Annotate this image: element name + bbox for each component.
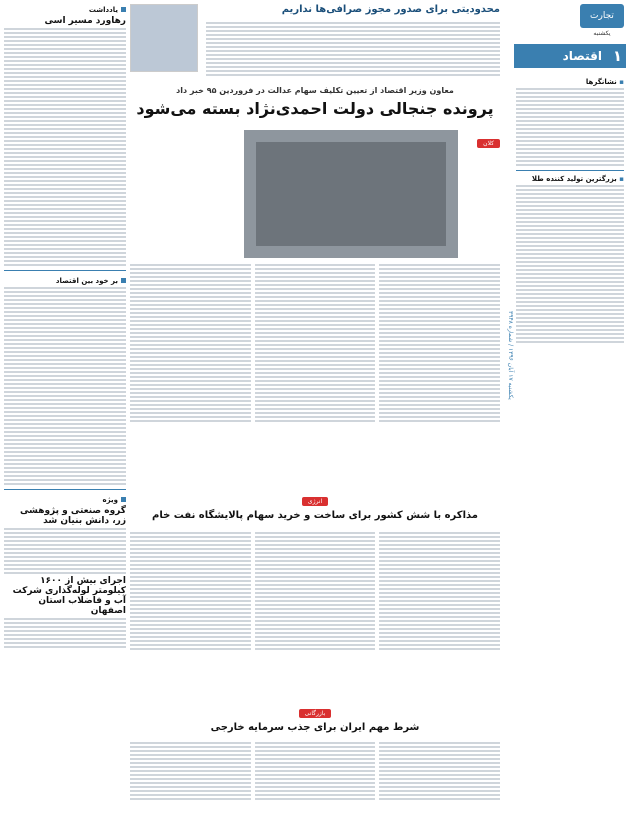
- energy-tag: انرژی: [302, 497, 328, 506]
- top-story: [130, 4, 500, 80]
- main-headline: پرونده جنجالی دولت احمدی‌نژاد بسته می‌شود: [136, 99, 494, 118]
- main-headline-area: [130, 86, 500, 126]
- left-sec3: ویژه: [4, 496, 126, 504]
- commerce-body: [130, 740, 500, 816]
- main-kicker: معاون وزیر اقتصاد از تعیین تکلیف سهام عدالت در فروردین ۹۵ خبر داد: [176, 86, 454, 95]
- left-lead3: گروه صنعتی و پژوهشی زر، دانش بنیان شد: [19, 506, 126, 526]
- commerce-headline: شرط مهم ایران برای جذب سرمایه خارجی: [210, 722, 420, 733]
- left-sec2: بر خود بین اقتصاد: [4, 277, 126, 285]
- commerce-tag: بازرگانی: [299, 709, 332, 718]
- energy-headline: مذاکره با شش کشور برای ساخت و خرید سهام پالایشگاه نفت خام: [152, 510, 478, 521]
- left-column: [4, 0, 126, 820]
- main-tag: کلان: [477, 139, 500, 148]
- left-sec1: یادداشت: [4, 6, 126, 14]
- photo-subject: [256, 142, 446, 246]
- right-block1-text: [516, 88, 624, 166]
- left-lead4: اجرای بیش از ۱۶۰۰ کیلومتر لوله‌گذاری شرکت آب و فاضلاب استان اصفهان: [12, 576, 126, 616]
- section-number: ۱: [612, 47, 622, 65]
- right-block2-text: [516, 185, 624, 343]
- paper-day: یکشنبه: [593, 30, 611, 37]
- main-photo: [244, 130, 458, 258]
- energy-story: [130, 488, 500, 528]
- right-block1-title: ▪ نشانگرها: [585, 78, 624, 86]
- portrait-photo: [130, 4, 198, 72]
- dateline: یکشنبه ۱۷ آبان ۱۳۹۶ / شماره ۳۹۴۸: [507, 311, 514, 400]
- top-headline: محدودیتی برای صدور مجوز صرافی‌ها نداریم: [281, 4, 500, 15]
- main-body: [130, 262, 500, 472]
- commerce-story: [130, 700, 500, 740]
- section-title: اقتصاد: [562, 49, 602, 63]
- right-column: [508, 0, 630, 820]
- right-block2-title: ▪ بزرگترین تولید کننده طلا: [531, 175, 624, 183]
- energy-body: [130, 530, 500, 700]
- left-lead1: رهاورد مسیر اسی: [44, 16, 126, 26]
- section-band: [514, 44, 626, 68]
- paper-logo: تجارت: [580, 4, 624, 28]
